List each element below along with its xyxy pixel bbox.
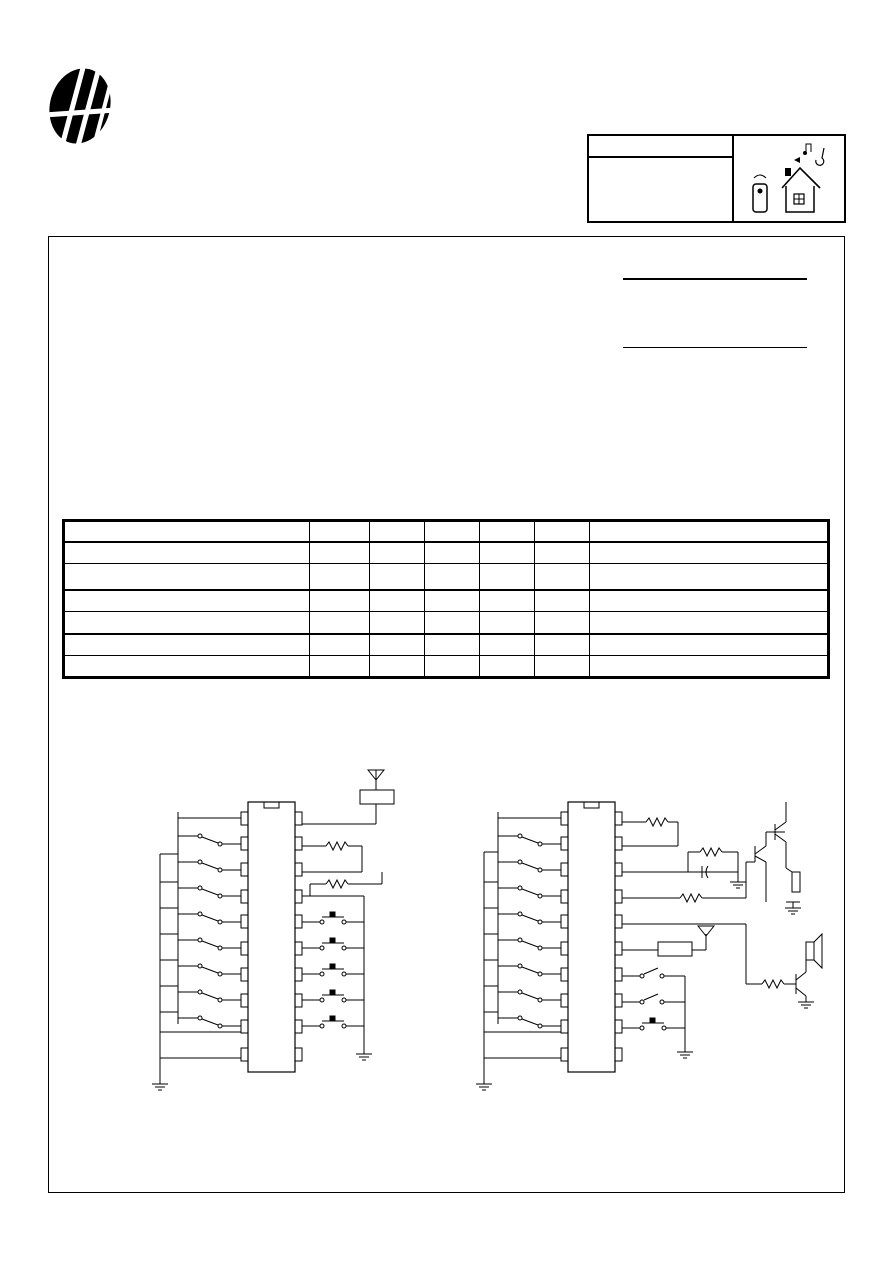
table-cell	[310, 564, 370, 590]
table-cell	[64, 612, 310, 634]
table-cell	[590, 564, 829, 590]
dip-switch-array	[160, 834, 241, 1028]
table-cell	[425, 590, 480, 612]
table-cell	[480, 612, 535, 634]
table-cell	[370, 521, 425, 542]
heading-rule-top	[623, 278, 807, 280]
decoder-application-circuit	[470, 762, 840, 1098]
table-cell	[480, 634, 535, 656]
dip-switch-array	[484, 834, 561, 1028]
ic-pins-right	[615, 812, 622, 1061]
table-cell	[370, 590, 425, 612]
table-cell	[480, 521, 535, 542]
table-cell	[64, 634, 310, 656]
table-cell	[310, 542, 370, 564]
table-cell	[310, 590, 370, 612]
table-cell	[535, 656, 590, 678]
heading-rule-bottom	[623, 347, 807, 348]
table-cell	[535, 634, 590, 656]
title-block-divider	[589, 156, 732, 158]
table-cell	[480, 564, 535, 590]
table-cell	[64, 590, 310, 612]
table-cell	[590, 590, 829, 612]
company-logo-icon	[44, 62, 116, 148]
push-button-array	[302, 912, 364, 1028]
table-cell	[535, 612, 590, 634]
spec-table	[62, 519, 830, 679]
table-cell	[310, 612, 370, 634]
ic-pins-left	[241, 812, 248, 1061]
table-cell	[480, 656, 535, 678]
table-row	[64, 590, 829, 612]
table-cell	[370, 656, 425, 678]
table-cell	[590, 521, 829, 542]
table-cell	[425, 521, 480, 542]
table-cell	[590, 656, 829, 678]
table-cell	[425, 612, 480, 634]
table-cell	[590, 542, 829, 564]
table-row	[64, 564, 829, 590]
table-cell	[310, 521, 370, 542]
ic-pins-left	[561, 812, 568, 1061]
table-cell	[535, 590, 590, 612]
table-cell	[480, 590, 535, 612]
table-row	[64, 634, 829, 656]
table-cell	[370, 634, 425, 656]
table-cell	[370, 542, 425, 564]
table-cell	[425, 656, 480, 678]
table-cell	[370, 612, 425, 634]
table-cell	[480, 542, 535, 564]
table-row	[64, 612, 829, 634]
encoder-application-circuit	[150, 762, 410, 1098]
table-cell	[64, 521, 310, 542]
table-cell	[64, 564, 310, 590]
ic-pins-right	[295, 812, 302, 1061]
table-cell	[425, 542, 480, 564]
table-cell	[425, 564, 480, 590]
table-cell	[535, 564, 590, 590]
remote-control-house-icon	[742, 138, 842, 218]
table-cell	[310, 634, 370, 656]
table-header-row	[64, 521, 829, 542]
table-cell	[64, 656, 310, 678]
table-cell	[310, 656, 370, 678]
title-block	[587, 134, 846, 223]
table-cell	[425, 634, 480, 656]
table-row	[64, 656, 829, 678]
table-cell	[535, 542, 590, 564]
table-cell	[590, 634, 829, 656]
title-block-divider	[732, 136, 734, 221]
table-cell	[535, 521, 590, 542]
table-cell	[370, 564, 425, 590]
table-cell	[590, 612, 829, 634]
table-cell	[64, 542, 310, 564]
table-row	[64, 542, 829, 564]
